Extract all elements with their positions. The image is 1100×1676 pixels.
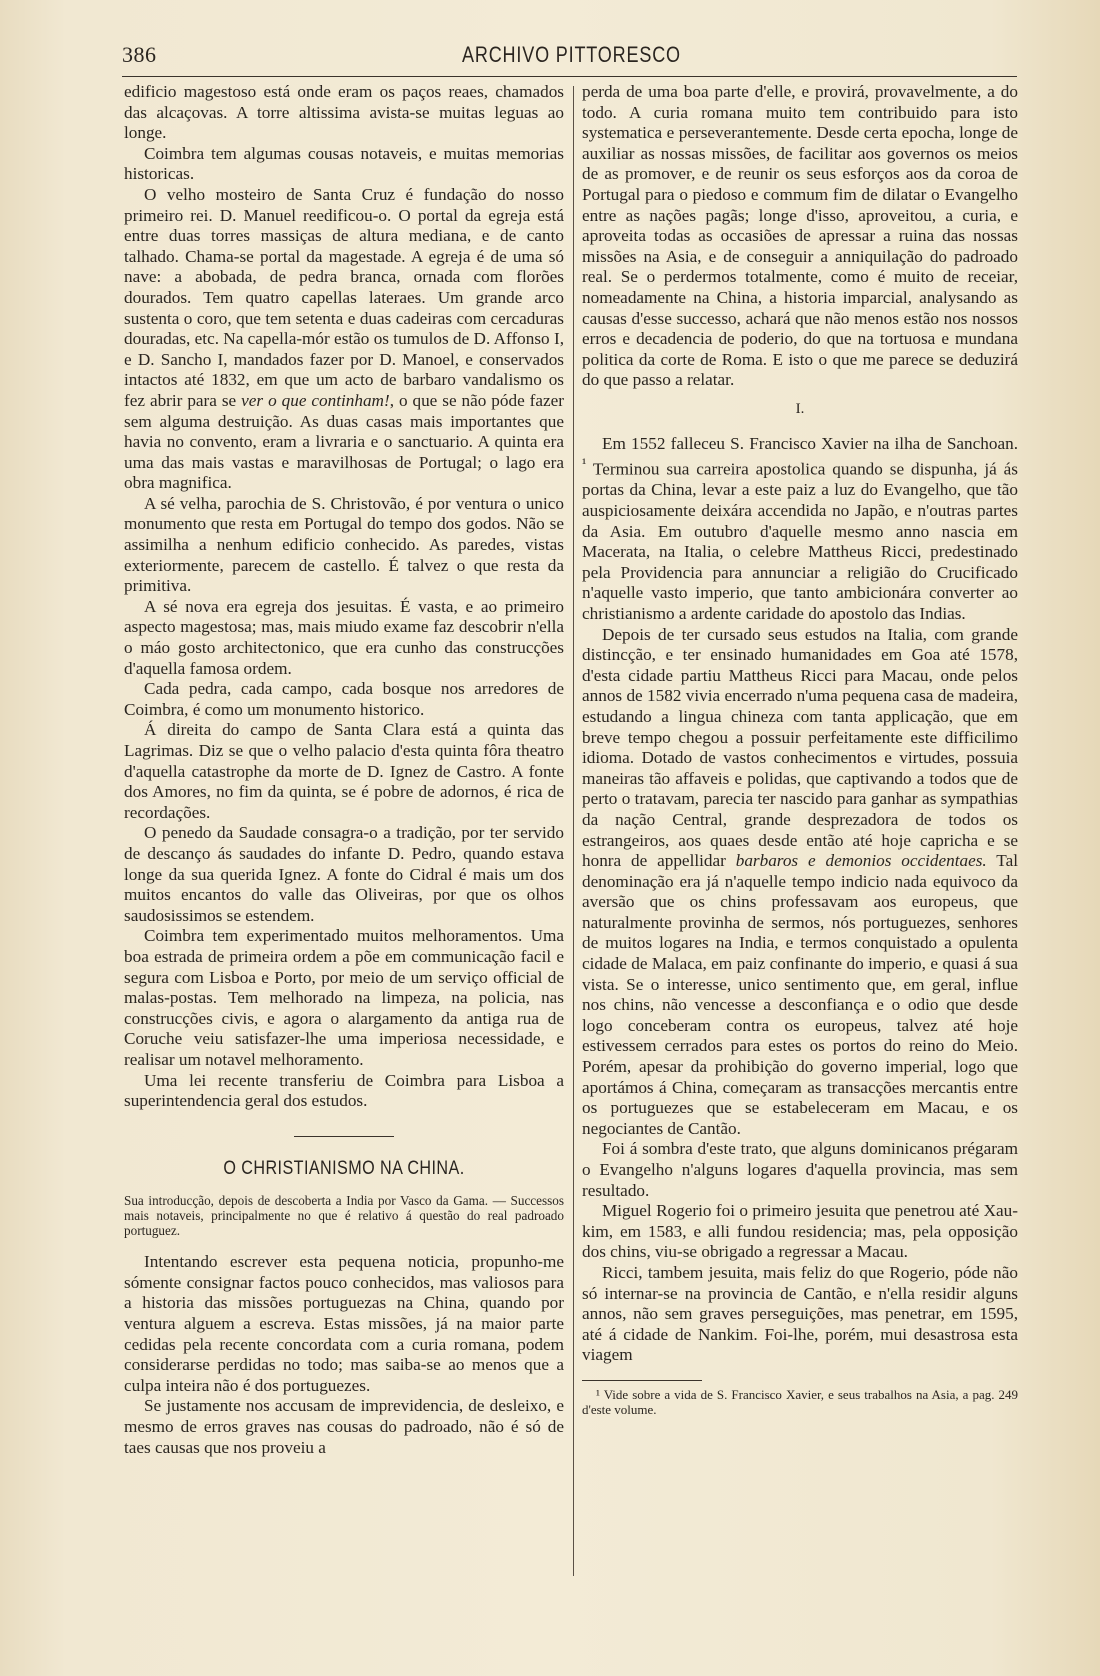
paragraph: perda de uma boa parte d'elle, e provirá, provavelmente, a do todo. A curia romana muito tem contribuido para isto systematica e perseverantemente. Desde certa epocha, longe de auxiliar as nossas missões, de facilitar aos governos os meios de as promover, e de reunir os seus esforços aos da coroa de Portugal para o piedoso e commum fim de dilatar o Evangelho entre as nações pagãs; longe d'isso, aproveitou, a curia, e aproveita todas as occasiões de apressar a ruina das nossas missões na Asia, e de conseguir a anniquilação do padroado real. Se o perdermos totalmente, como é muito de receiar, nomeadamente na China, a historia imparcial, analysando as causas d'esse successo, achará que não menos estão nos nossos erros e decadencia de poderio, do que na tortuosa e mundana politica da corte de Roma. E isto o que me parece se deduzirá do que passo a relatar. xyxy=(582,82,1018,390)
footnote-rule xyxy=(582,1380,702,1381)
italic-phrase: barbaros e demonios occidentaes. xyxy=(735,851,987,871)
paragraph-text: Tal denominação era já n'aquelle tempo indicio nada equivoco da aversão que os chins professavam aos europeus, que naturalmente provinha de sermos, nós portuguezes, senhores de muitos logares na India, e termos conquistado a opulenta cidade de Malaca, em paiz confinante do imperio, e quasi á sua vista. Se o interesse, unico sentimento que, em geral, influe nos chins, não vencesse a desconfiança e o odio que desde logo conceberam contra os europeus, talvez até hoje estivessem cerrados para estes os portos do reino do Meio. Porém, apesar da prohibição do governo imperial, logo que aportámos á China, começaram as transacções mercantis entre os portuguezes que se estabeleceram em Macau, e os negociantes de Cantão. xyxy=(582,851,1018,1138)
paragraph-text: Depois de ter cursado seus estudos na Italia, com grande distincção, e ter ensinado humanidades em Goa até 1578, d'esta cidade partiu Mattheus Ricci para Macau, onde pelos annos de 1582 vivia encerrado n'uma pequena casa de madeira, estudando a lingua chineza com tanta applicação, que em breve tempo chegou a possuir perfeitamente este difficilimo idioma. Dotado de vastos conhecimentos e virtudes, possuia maneiras tão affaveis e polidas, que captivando a todos que de perto o tratavam, parecia ter nascido para ganhar as sympathias da nação Central, grande desprezadora de todos os estrangeiros, aos quaes desde então até hoje capricha e se honra de appellidar xyxy=(582,624,1018,871)
footnote-marker: ¹ xyxy=(582,456,587,473)
section-number: I. xyxy=(795,400,805,417)
paragraph: edificio magestoso está onde eram os paços reaes, chamados das alcaçovas. A torre altissima avista-se muitas leguas ao longe. xyxy=(124,82,564,143)
paragraph: Uma lei recente transferiu de Coimbra para Lisboa a superintendencia geral dos estudos. xyxy=(124,1070,564,1111)
left-column xyxy=(124,82,564,1458)
paragraph: Ricci, tambem jesuita, mais feliz do que Rogerio, póde não só internar-se na provincia de Cantão, e n'ella residir alguns annos, não sem graves perseguições, mas penetrar, em 1595, até á cidade de Nankim. Foi-lhe, porém, mui desastrosa esta viagem xyxy=(582,1262,1018,1365)
paragraph: Cada pedra, cada campo, cada bosque nos arredores de Coimbra, é como um monumento historico. xyxy=(124,679,564,719)
paragraph-text: Em 1552 falleceu S. Francisco Xavier na ilha de Sanchoan. xyxy=(602,433,1018,453)
section-summary: Sua introducção, depois de descoberta a India por Vasco da Gama. — Successos mais notaveis, principalmente no que é relativo á questão do real padroado portuguez. xyxy=(124,1193,564,1239)
page-header xyxy=(122,40,1022,74)
paragraph: Coimbra tem algumas cousas notaveis, e muitas memorias historicas. xyxy=(124,143,564,184)
footnote: ¹ Vide sobre a vida de S. Francisco Xavier, e seus trabalhos na Asia, a pag. 249 d'este volume. xyxy=(582,1386,1018,1417)
section-separator xyxy=(294,1136,394,1137)
paragraph-santa-cruz xyxy=(124,185,564,494)
paragraph: Miguel Rogerio foi o primeiro jesuita que penetrou até Xau-kim, em 1583, e alli fundou residencia; mas, pela opposição dos chins, viu-se obrigado a regressar a Macau. xyxy=(582,1201,1018,1262)
running-title: ARCHIVO PITTORESCO xyxy=(462,42,681,67)
column-divider xyxy=(573,86,574,1576)
italic-phrase: ver o que continham! xyxy=(241,390,390,410)
paragraph: Foi á sombra d'este trato, que alguns dominicanos prégaram o Evangelho n'alguns logares d'aquella provincia, mas sem resultado. xyxy=(582,1139,1018,1200)
paragraph-text: Terminou sua carreira apostolica quando se dispunha, já ás portas da China, levar a este paiz a luz do Evangelho, que tão auspiciosamente deixára accendida no Japão, e n'outras partes da Asia. Em outubro d'aquelle mesmo anno nascia em Macerata, na Italia, o celebre Mattheus Ricci, predestinado pela Providencia para annunciar a religião do Crucificado n'aquelle vasto imperio, que tanto ambicionára converter ao christianismo a ardente caridade do apostolo das Indias. xyxy=(582,459,1018,623)
paragraph: Se justamente nos accusam de imprevidencia, de desleixo, e mesmo de erros graves nas cousas do padroado, não é só de taes causas que nos proveiu a xyxy=(124,1396,564,1457)
paragraph-xavier xyxy=(582,434,1018,625)
right-column xyxy=(582,82,1018,1417)
section-title: O CHRISTIANISMO NA CHINA. xyxy=(223,1157,465,1179)
paragraph-ricci xyxy=(582,625,1018,1140)
paragraph-text: O velho mosteiro de Santa Cruz é fundação do nosso primeiro rei. D. Manuel reedificou-o. O portal da egreja está entre duas torres massiças de altura mediana, e de canto talhado. Chama-se portal da magestade. A egreja é de uma só nave: a abobada, de pedra branca, ornada com florões dourados. Tem quatro capellas lateraes. Um grande arco sustenta o coro, que tem setenta e duas cadeiras com cercaduras douradas, etc. Na capella-mór estão os tumulos de D. Affonso I, e D. Sancho I, mandados fazer por D. Manoel, e conservados intactos até 1832, em que um acto de barbaro vandalismo os fez abrir para se xyxy=(124,184,564,410)
header-rule xyxy=(122,76,1017,77)
paragraph: A sé nova era egreja dos jesuitas. É vasta, e ao primeiro aspecto magestosa; mas, mais miudo exame faz descobrir n'ella o máo gosto architectonico, que era cunho das construcções d'aquella famosa ordem. xyxy=(124,596,564,678)
paragraph: A sé velha, parochia de S. Christovão, é por ventura o unico monumento que resta em Portugal do tempo dos godos. Não se assimilha a nenhum edificio conhecido. As paredes, vistas exteriormente, parecem de castello. É talvez o que resta da primitiva. xyxy=(124,493,564,596)
paragraph: Coimbra tem experimentado muitos melhoramentos. Uma boa estrada de primeira ordem a põe em communicação facil e segura com Lisboa e Porto, por meio de um serviço official de malas-postas. Tem melhorado na limpeza, na policia, nas construcções civis, e agora o alargamento da antiga rua de Coruche veiu satisfazer-lhe uma imperiosa necessidade, e realisar um notavel melhoramento. xyxy=(124,926,564,1069)
paragraph: Á direita do campo de Santa Clara está a quinta das Lagrimas. Diz se que o velho palacio d'esta quinta fôra theatro d'aquella catastrophe da morte de D. Ignez de Castro. A fonte dos Amores, no fim da quinta, se é pobre de adornos, é rica de recordações. xyxy=(124,720,564,822)
paragraph: O penedo da Saudade consagra-o a tradição, por ter servido de descanço ás saudades do infante D. Pedro, quando estava longe da sua querida Ignez. A fonte do Cidral é mais um dos muitos encantos do valle das Oliveiras, por que os olhos saudosissimos se estendem. xyxy=(124,823,564,925)
paragraph-text: , o que se não póde fazer sem alguma destruição. As duas casas mais importantes que havia no convento, eram a livraria e o sanctuario. A quinta era uma das mais vastas e maravilhosas de Portugal; o lago era obra magnifica. xyxy=(124,390,565,493)
page-number: 386 xyxy=(122,42,157,67)
paragraph: Intentando escrever esta pequena noticia, propunho-me sómente consignar factos pouco conhecidos, mas valiosos para a historia das missões portuguezas na China, quando por ventura alguem a escreva. Estas missões, já na maior parte cedidas pela recente concordata com a curia romana, podem considerarse perdidas no todo; mas saiba-se ao menos que a culpa inteira não é dos portuguezes. xyxy=(124,1252,564,1395)
